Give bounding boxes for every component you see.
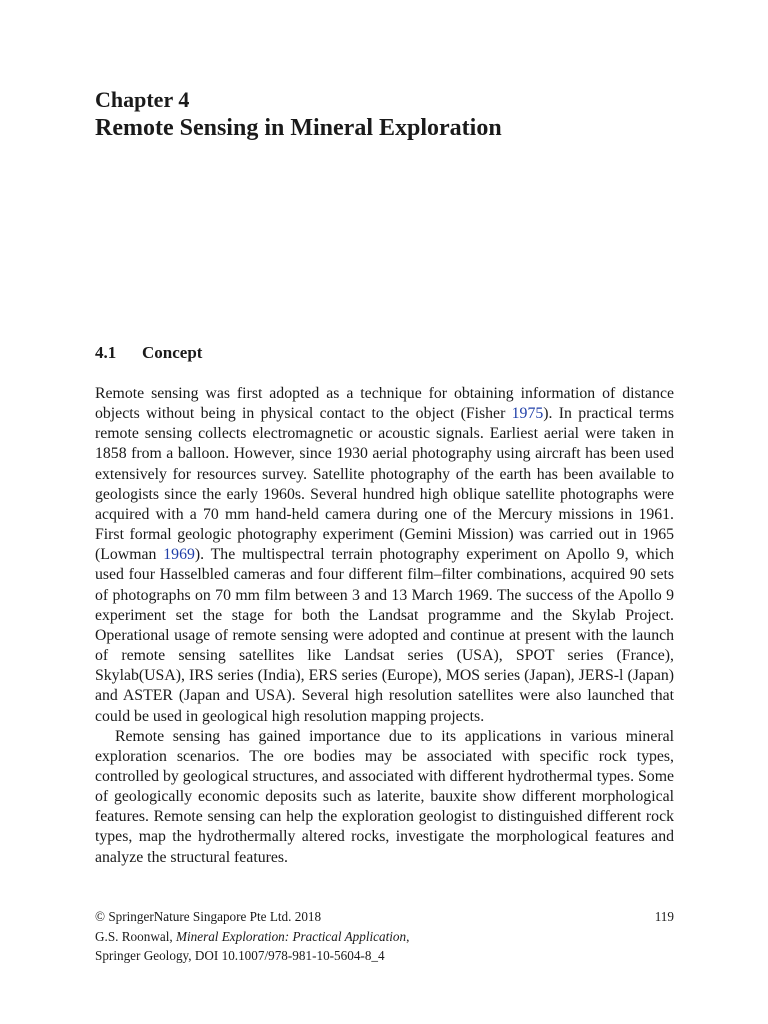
footer-row-copyright bbox=[95, 907, 674, 927]
body-text bbox=[95, 384, 674, 868]
footer-row-citation bbox=[95, 927, 674, 947]
paragraph-1 bbox=[95, 384, 674, 727]
footer-row-doi: Springer Geology, DOI 10.1007/978-981-10-5604-8_4 bbox=[95, 948, 385, 963]
citation-comma: , bbox=[406, 928, 410, 944]
paragraph-2: Remote sensing has gained importance due to its applications in various mineral exploration scenarios. The ore bodies may be associated with specific rock types, controlled by geological structures, and associated with different hydrothermal types. Some of geologically economic deposits such as laterite, bauxite show different morphological features. Remote sensing can help the exploration geologist to distinguished different rock types, map the hydrothermally altered rocks, investigate the morphological features and analyze the structural features. bbox=[95, 727, 674, 866]
copyright-notice: © SpringerNature Singapore Pte Ltd. 2018 bbox=[95, 909, 322, 924]
citation-link-fisher-1975[interactable]: 1975 bbox=[511, 405, 544, 423]
paragraph-1-part-2: ). In practical terms remote sensing collects electromagnetic or acoustic signals. Earliest aerial were taken in 1858 from a balloon. However, since 1930 aerial photography using aircraft has been used extensively for resources survey. Satellite photography of the earth has been available to geologists since the early 1960s. Several hundred high oblique satellite photographs were acquired with a 70 mm hand-held camera during one of the Mercury missions in 1961. First formal geologic photography experiment (Gemini Mission) was carried out in 1965 (Lowman bbox=[95, 405, 674, 564]
paragraph-1-part-3: ). The multispectral terrain photography experiment on Apollo 9, which used four Hasselbled cameras and four different film–filter combinations, acquired 90 sets of photographs on 70 mm film between 3 and 13 March 1969. The success of the Apollo 9 experiment set the stage for both the Landsat programme and the Skylab Project. Operational usage of remote sensing were adopted and continue at present with the launch of remote sensing satellites like Landsat series (USA), SPOT series (France), Skylab(USA), IRS series (India), ERS series (Europe), MOS series (Japan), JERS-l (Japan) and ASTER (Japan and USA). Several high resolution satellites were also launched that could be used in geological high resolution mapping projects. bbox=[95, 546, 674, 725]
section-number: 4.1 bbox=[95, 343, 117, 362]
chapter-title: Remote Sensing in Mineral Exploration bbox=[95, 115, 502, 141]
section-title: Concept bbox=[142, 343, 203, 362]
book-title: Mineral Exploration: Practical Application bbox=[175, 928, 407, 944]
section-heading bbox=[95, 341, 202, 365]
page-number: 119 bbox=[654, 909, 674, 924]
citation-link-lowman-1969[interactable]: 1969 bbox=[163, 546, 195, 564]
citation-author: G.S. Roonwal, bbox=[95, 928, 176, 944]
paragraph-1-part-1: Remote sensing was first adopted as a technique for obtaining information of distance objects without being in physical contact to the object (Fisher bbox=[95, 385, 674, 423]
chapter-label: Chapter 4 bbox=[95, 87, 190, 112]
footer bbox=[95, 907, 674, 966]
